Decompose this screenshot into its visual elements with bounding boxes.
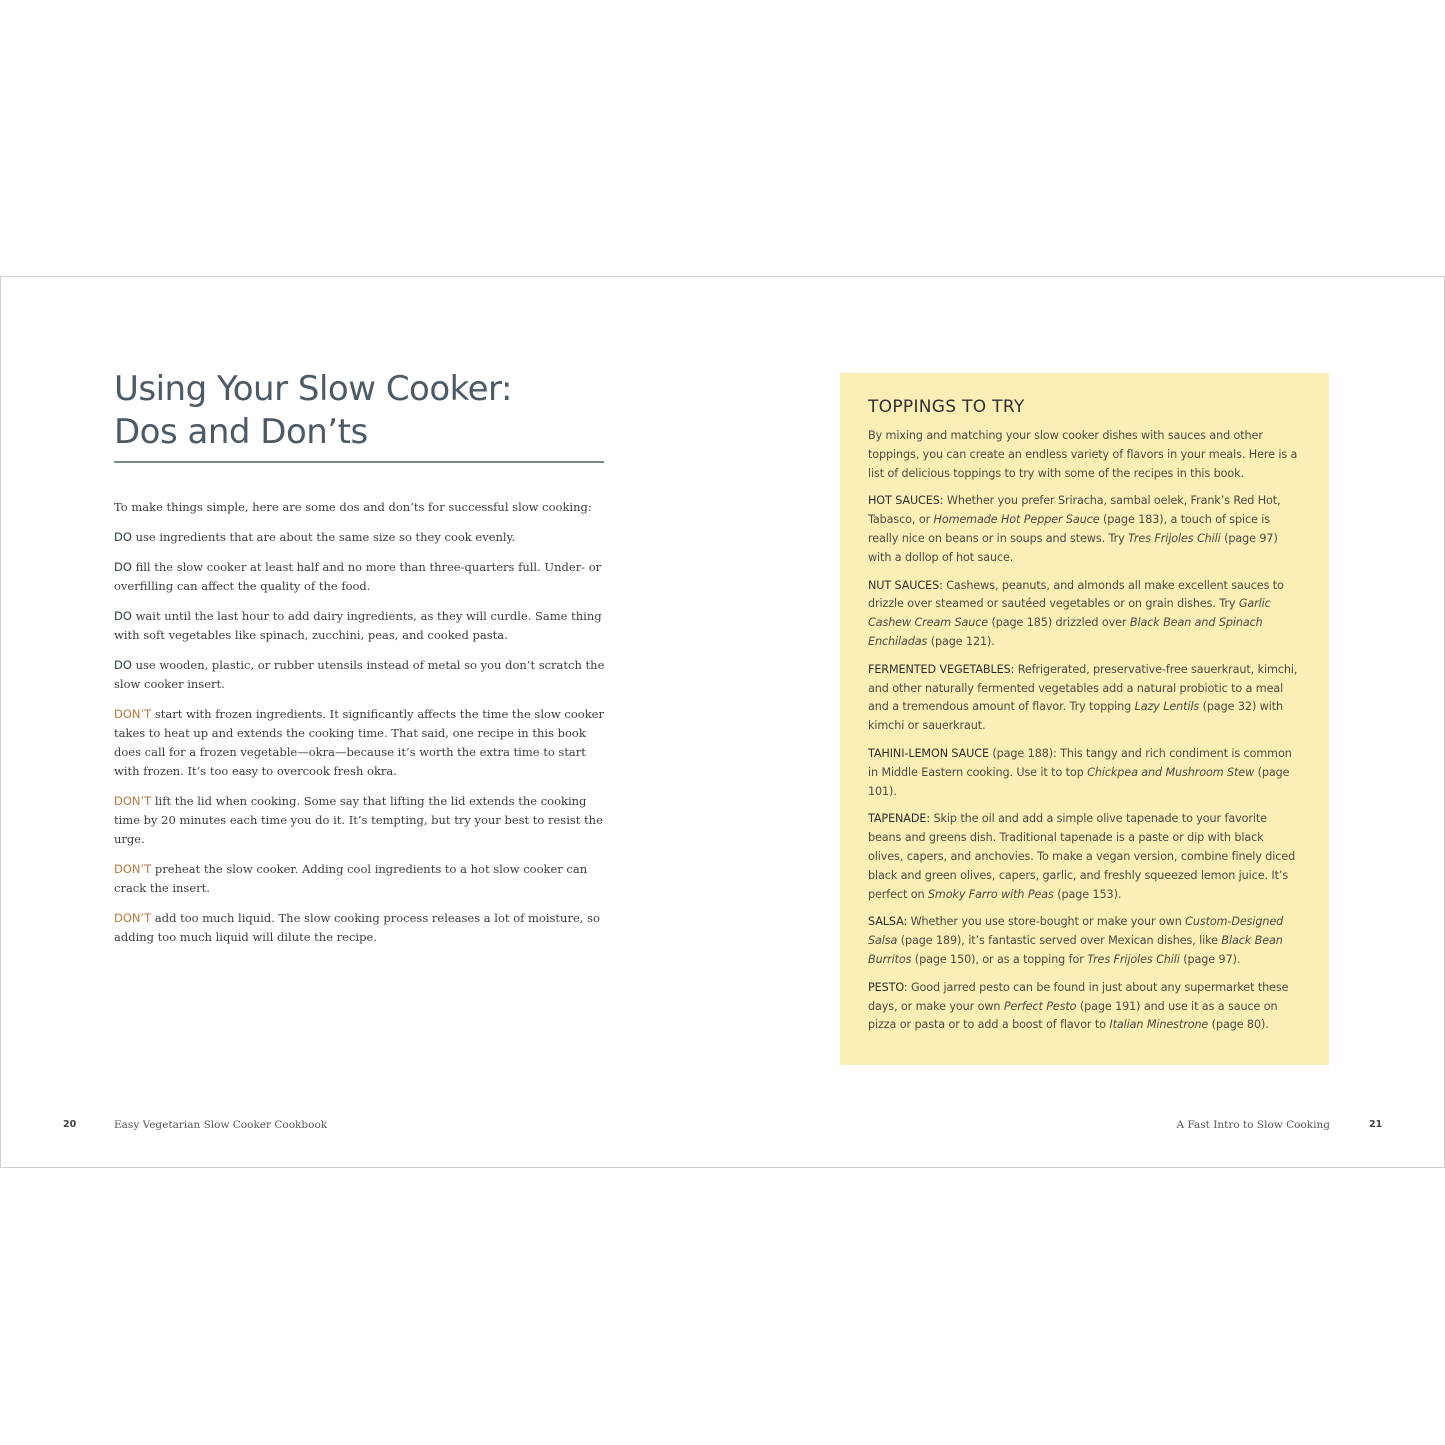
- topping-text: Good jarred pesto can be found in just about any supermarket these days, or make your own: [868, 980, 1289, 1013]
- list-item-text: use wooden, plastic, or rubber utensils instead of metal so you don’t scratch the slow cooker insert.: [114, 658, 605, 691]
- intro-paragraph: To make things simple, here are some dos and don’ts for successful slow cooking:: [114, 500, 592, 514]
- topping-text: (page 97) with a dollop of hot sauce.: [868, 531, 1278, 564]
- topping-text: (page 32) with kimchi or sauerkraut.: [868, 700, 1283, 733]
- list-item: [114, 909, 606, 947]
- list-item: [114, 656, 606, 694]
- list-item-text: wait until the last hour to add dairy ingredients, as they will curdle. Same thing with soft vegetables like spinach, zucchini, peas, and cooked pasta.: [114, 609, 602, 642]
- do-label: DO: [114, 658, 132, 672]
- footer-page-number-left: 20: [63, 1119, 77, 1130]
- sidebar-intro: By mixing and matching your slow cooker dishes with sauces and other toppings, you can create an endless variety of flavors in your meals. Here is a list of delicious toppings to try with some of the recipes in this book.: [868, 429, 1298, 480]
- topping-text: (page 80).: [1208, 1018, 1269, 1032]
- topping-label: HOT SAUCES:: [868, 494, 944, 508]
- topping-text: (page 188): This tangy and rich condiment is common in Middle Eastern cooking. Use it to top: [868, 746, 1292, 779]
- topping-text: (page 97).: [1179, 952, 1241, 966]
- do-label: DO: [114, 560, 132, 574]
- topping-item: [868, 979, 1301, 1035]
- footer-page-number-right: 21: [1369, 1119, 1383, 1130]
- topping-item: [868, 492, 1301, 567]
- recipe-reference: Black Bean and Spinach Enchiladas: [868, 616, 1263, 648]
- dont-label: DON’T: [114, 794, 152, 808]
- list-item-text: start with frozen ingredients. It significantly affects the time the slow cooker takes to heat up and extends the cooking time. That said, one recipe in this book does call for a frozen vegetable—okra—because it’s worth the extra time to start with frozen. It’s too easy to overcook fresh okra.: [114, 707, 604, 778]
- topping-text: (page 185) drizzled over: [988, 616, 1130, 630]
- list-item-text: add too much liquid. The slow cooking process releases a lot of moisture, so adding too much liquid will dilute the recipe.: [114, 911, 600, 944]
- footer-book-title: Easy Vegetarian Slow Cooker Cookbook: [114, 1119, 328, 1131]
- topping-label: FERMENTED VEGETABLES:: [868, 662, 1015, 676]
- topping-text: Skip the oil and add a simple olive tapenade to your favorite beans and greens dish. Traditional tapenade is a paste or dip with black olives, capers, and anchovies. To make a vegan version, combine finely diced black and green olives, capers, garlic, and freshly squeezed lemon juice. It’s perfect on: [868, 812, 1296, 901]
- sidebar-title: TOPPINGS TO TRY: [868, 397, 1025, 417]
- list-item: [114, 792, 606, 849]
- recipe-reference: Lazy Lentils: [1134, 700, 1200, 714]
- topping-text: (page 153).: [1053, 887, 1122, 901]
- topping-label: TAPENADE:: [868, 812, 931, 826]
- do-label: DO: [114, 530, 132, 544]
- topping-item: [868, 913, 1301, 969]
- topping-label: PESTO:: [868, 980, 908, 994]
- topping-label: SALSA:: [868, 915, 908, 929]
- dont-label: DON’T: [114, 911, 152, 925]
- list-item-text: use ingredients that are about the same size so they cook evenly.: [131, 530, 516, 544]
- topping-item: [868, 810, 1301, 904]
- recipe-reference: Smoky Farro with Peas: [927, 887, 1054, 901]
- dont-label: DON’T: [114, 707, 152, 721]
- topping-item: [868, 661, 1301, 736]
- dos-and-donts-text: [114, 498, 606, 958]
- list-item: [114, 860, 606, 898]
- title-line-2: Dos and Don’ts: [114, 412, 368, 452]
- recipe-reference: Chickpea and Mushroom Stew: [1087, 765, 1255, 779]
- topping-label: NUT SAUCES:: [868, 578, 943, 592]
- page-title: [114, 368, 512, 454]
- topping-text: Whether you use store-bought or make your own: [907, 915, 1186, 929]
- title-line-1: Using Your Slow Cooker:: [114, 369, 512, 409]
- topping-text: Cashews, peanuts, and almonds all make excellent sauces to drizzle over steamed or sautéed vegetables or on grain dishes. Try: [868, 578, 1284, 611]
- list-item-text: lift the lid when cooking. Some say that lifting the lid extends the cooking time by 20 minutes each time you do it. It’s tempting, but try your best to resist the urge.: [114, 794, 603, 846]
- list-item-text: fill the slow cooker at least half and no more than three-quarters full. Under- or overfilling can affect the quality of the food.: [114, 560, 602, 593]
- do-label: DO: [114, 609, 132, 623]
- dont-label: DON’T: [114, 862, 152, 876]
- topping-item: [868, 577, 1301, 652]
- recipe-reference: Custom-Designed Salsa: [868, 915, 1284, 948]
- topping-text: (page 101).: [868, 765, 1290, 798]
- list-item: [114, 607, 606, 645]
- footer-chapter-title: A Fast Intro to Slow Cooking: [1176, 1119, 1330, 1131]
- topping-label: TAHINI-LEMON SAUCE: [868, 746, 989, 760]
- list-item: [114, 528, 606, 547]
- recipe-reference: Black Bean Burritos: [868, 934, 1283, 966]
- topping-text: (page 191) and use it as a sauce on pizza or pasta or to add a boost of flavor to: [868, 999, 1278, 1032]
- dos-list: [114, 528, 606, 947]
- list-item: [114, 558, 606, 596]
- topping-text: Refrigerated, preservative-free sauerkraut, kimchi, and other naturally fermented vegetables add a natural probiotic to a meal and a tremendous amount of flavor. Try topping: [868, 662, 1298, 714]
- list-item: [114, 705, 606, 781]
- toppings-sidebar: [840, 373, 1329, 1065]
- topping-text: (page 183), a touch of spice is really nice on beans or in soups and stews. Try: [868, 513, 1271, 545]
- recipe-reference: Garlic Cashew Cream Sauce: [868, 597, 1271, 630]
- topping-text: Whether you prefer Sriracha, sambal oelek, Frank’s Red Hot, Tabasco, or: [868, 494, 1281, 527]
- recipe-reference: Tres Frijoles Chili: [1128, 531, 1221, 545]
- recipe-reference: Homemade Hot Pepper Sauce: [933, 513, 1100, 527]
- topping-item: [868, 745, 1301, 801]
- topping-text: (page 189), it’s fantastic served over Mexican dishes, like: [897, 934, 1222, 948]
- list-item-text: preheat the slow cooker. Adding cool ingredients to a hot slow cooker can crack the insert.: [114, 862, 588, 895]
- recipe-reference: Italian Minestrone: [1109, 1018, 1209, 1032]
- toppings-list: [868, 492, 1301, 1035]
- title-divider: [114, 461, 604, 463]
- recipe-reference: Tres Frijoles Chili: [1087, 952, 1180, 966]
- topping-text: (page 121).: [927, 634, 995, 648]
- topping-text: (page 150), or as a topping for: [911, 952, 1088, 966]
- recipe-reference: Perfect Pesto: [1003, 999, 1077, 1013]
